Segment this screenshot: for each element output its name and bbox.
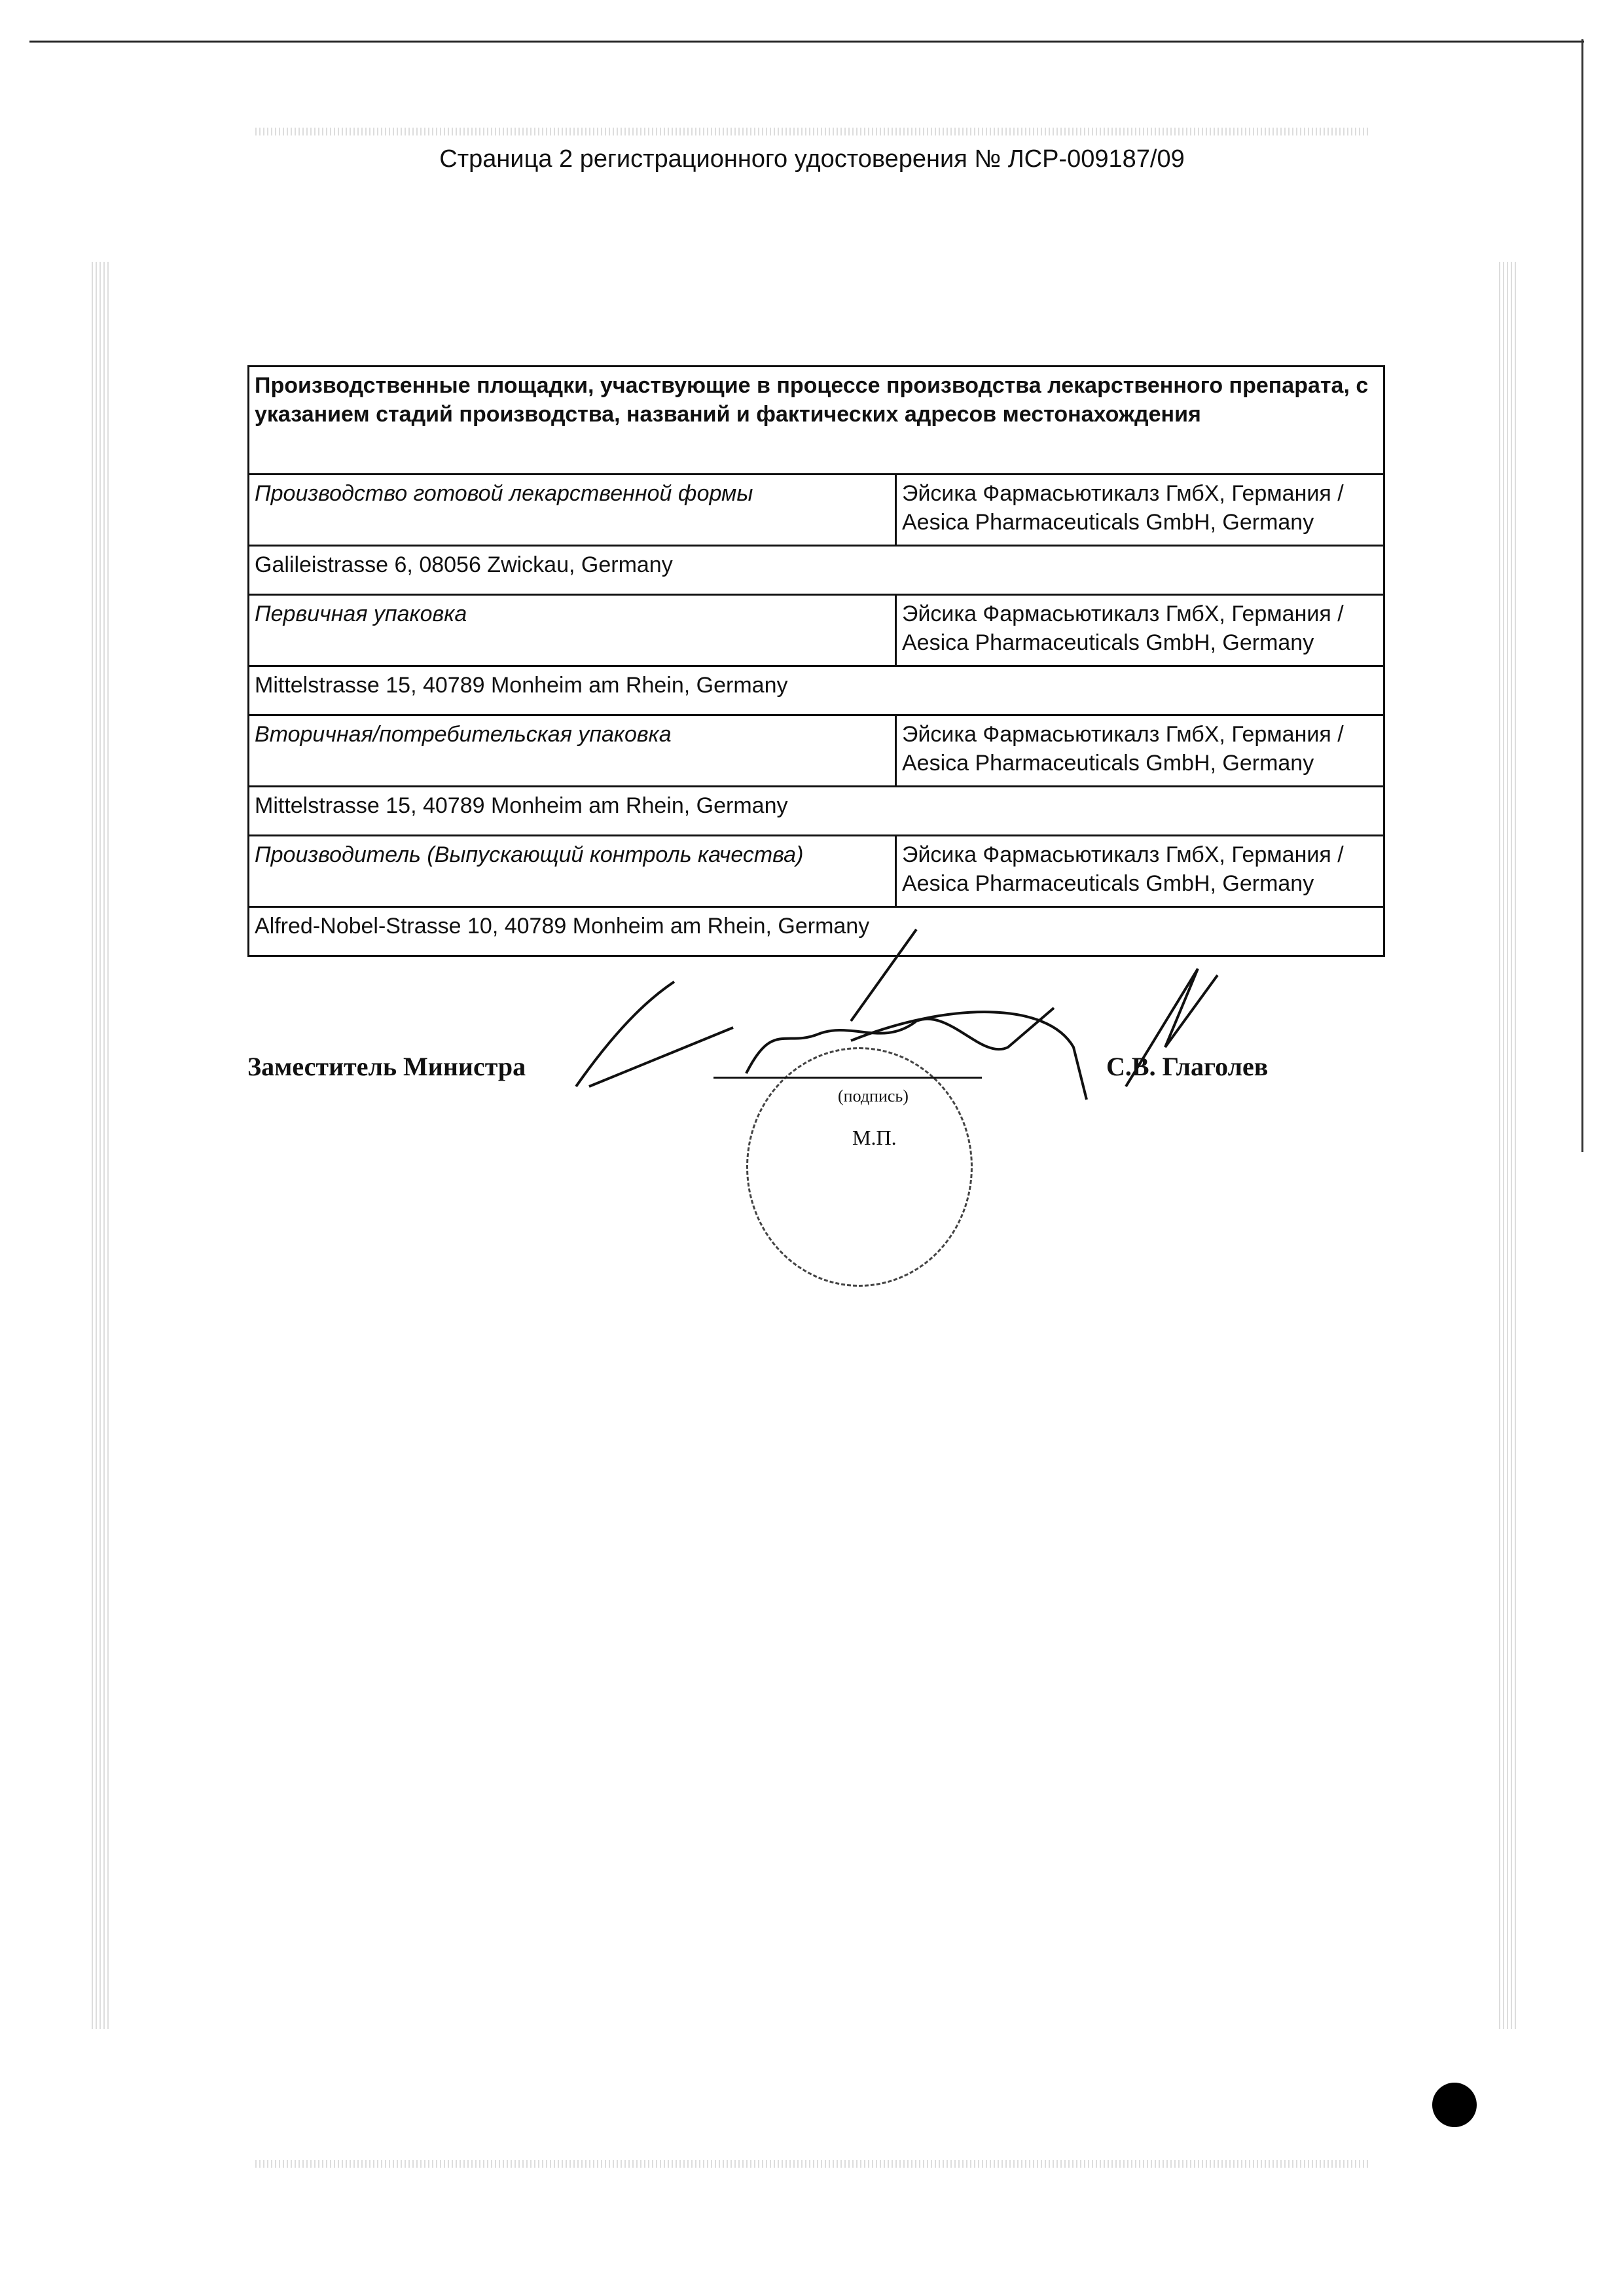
scan-noise (255, 2160, 1368, 2168)
company-cell: Эйсика Фармасьютикалз ГмбХ, Германия / Aesica Pharmaceuticals GmbH, Germany (896, 595, 1384, 666)
stage-cell: Производство готовой лекарственной формы (249, 475, 896, 546)
address-cell: Mittelstrasse 15, 40789 Monheim am Rhein, Germany (249, 666, 1384, 715)
address-cell: Galileistrasse 6, 08056 Zwickau, Germany (249, 546, 1384, 595)
page-title: Страница 2 регистрационного удостоверения № ЛСР-009187/09 (439, 145, 1185, 173)
stamp-caption: М.П. (852, 1126, 897, 1149)
address-cell: Mittelstrasse 15, 40789 Monheim am Rhein, Germany (249, 787, 1384, 836)
table-heading: Производственные площадки, участвующие в процессе производства лекарственного препарата, с указанием стадий производства, названий и фактических адресов местонахождения (249, 367, 1384, 475)
company-cell: Эйсика Фармасьютикалз ГмбХ, Германия / Aesica Pharmaceuticals GmbH, Germany (896, 836, 1384, 907)
company-cell: Эйсика Фармасьютикалз ГмбХ, Германия / Aesica Pharmaceuticals GmbH, Germany (896, 715, 1384, 787)
signatory-position: Заместитель Министра (247, 1052, 526, 1081)
stage-cell: Первичная упаковка (249, 595, 896, 666)
punch-hole-mark (1432, 2083, 1477, 2127)
signature-caption: (подпись) (838, 1086, 909, 1105)
stage-cell: Вторичная/потребительская упаковка (249, 715, 896, 787)
signatory-name: С.В. Глаголев (1106, 1052, 1269, 1081)
company-cell: Эйсика Фармасьютикалз ГмбХ, Германия / Aesica Pharmaceuticals GmbH, Germany (896, 475, 1384, 546)
stage-cell: Производитель (Выпускающий контроль качества) (249, 836, 896, 907)
address-cell: Alfred-Nobel-Strasse 10, 40789 Monheim am Rhein, Germany (249, 907, 1384, 956)
